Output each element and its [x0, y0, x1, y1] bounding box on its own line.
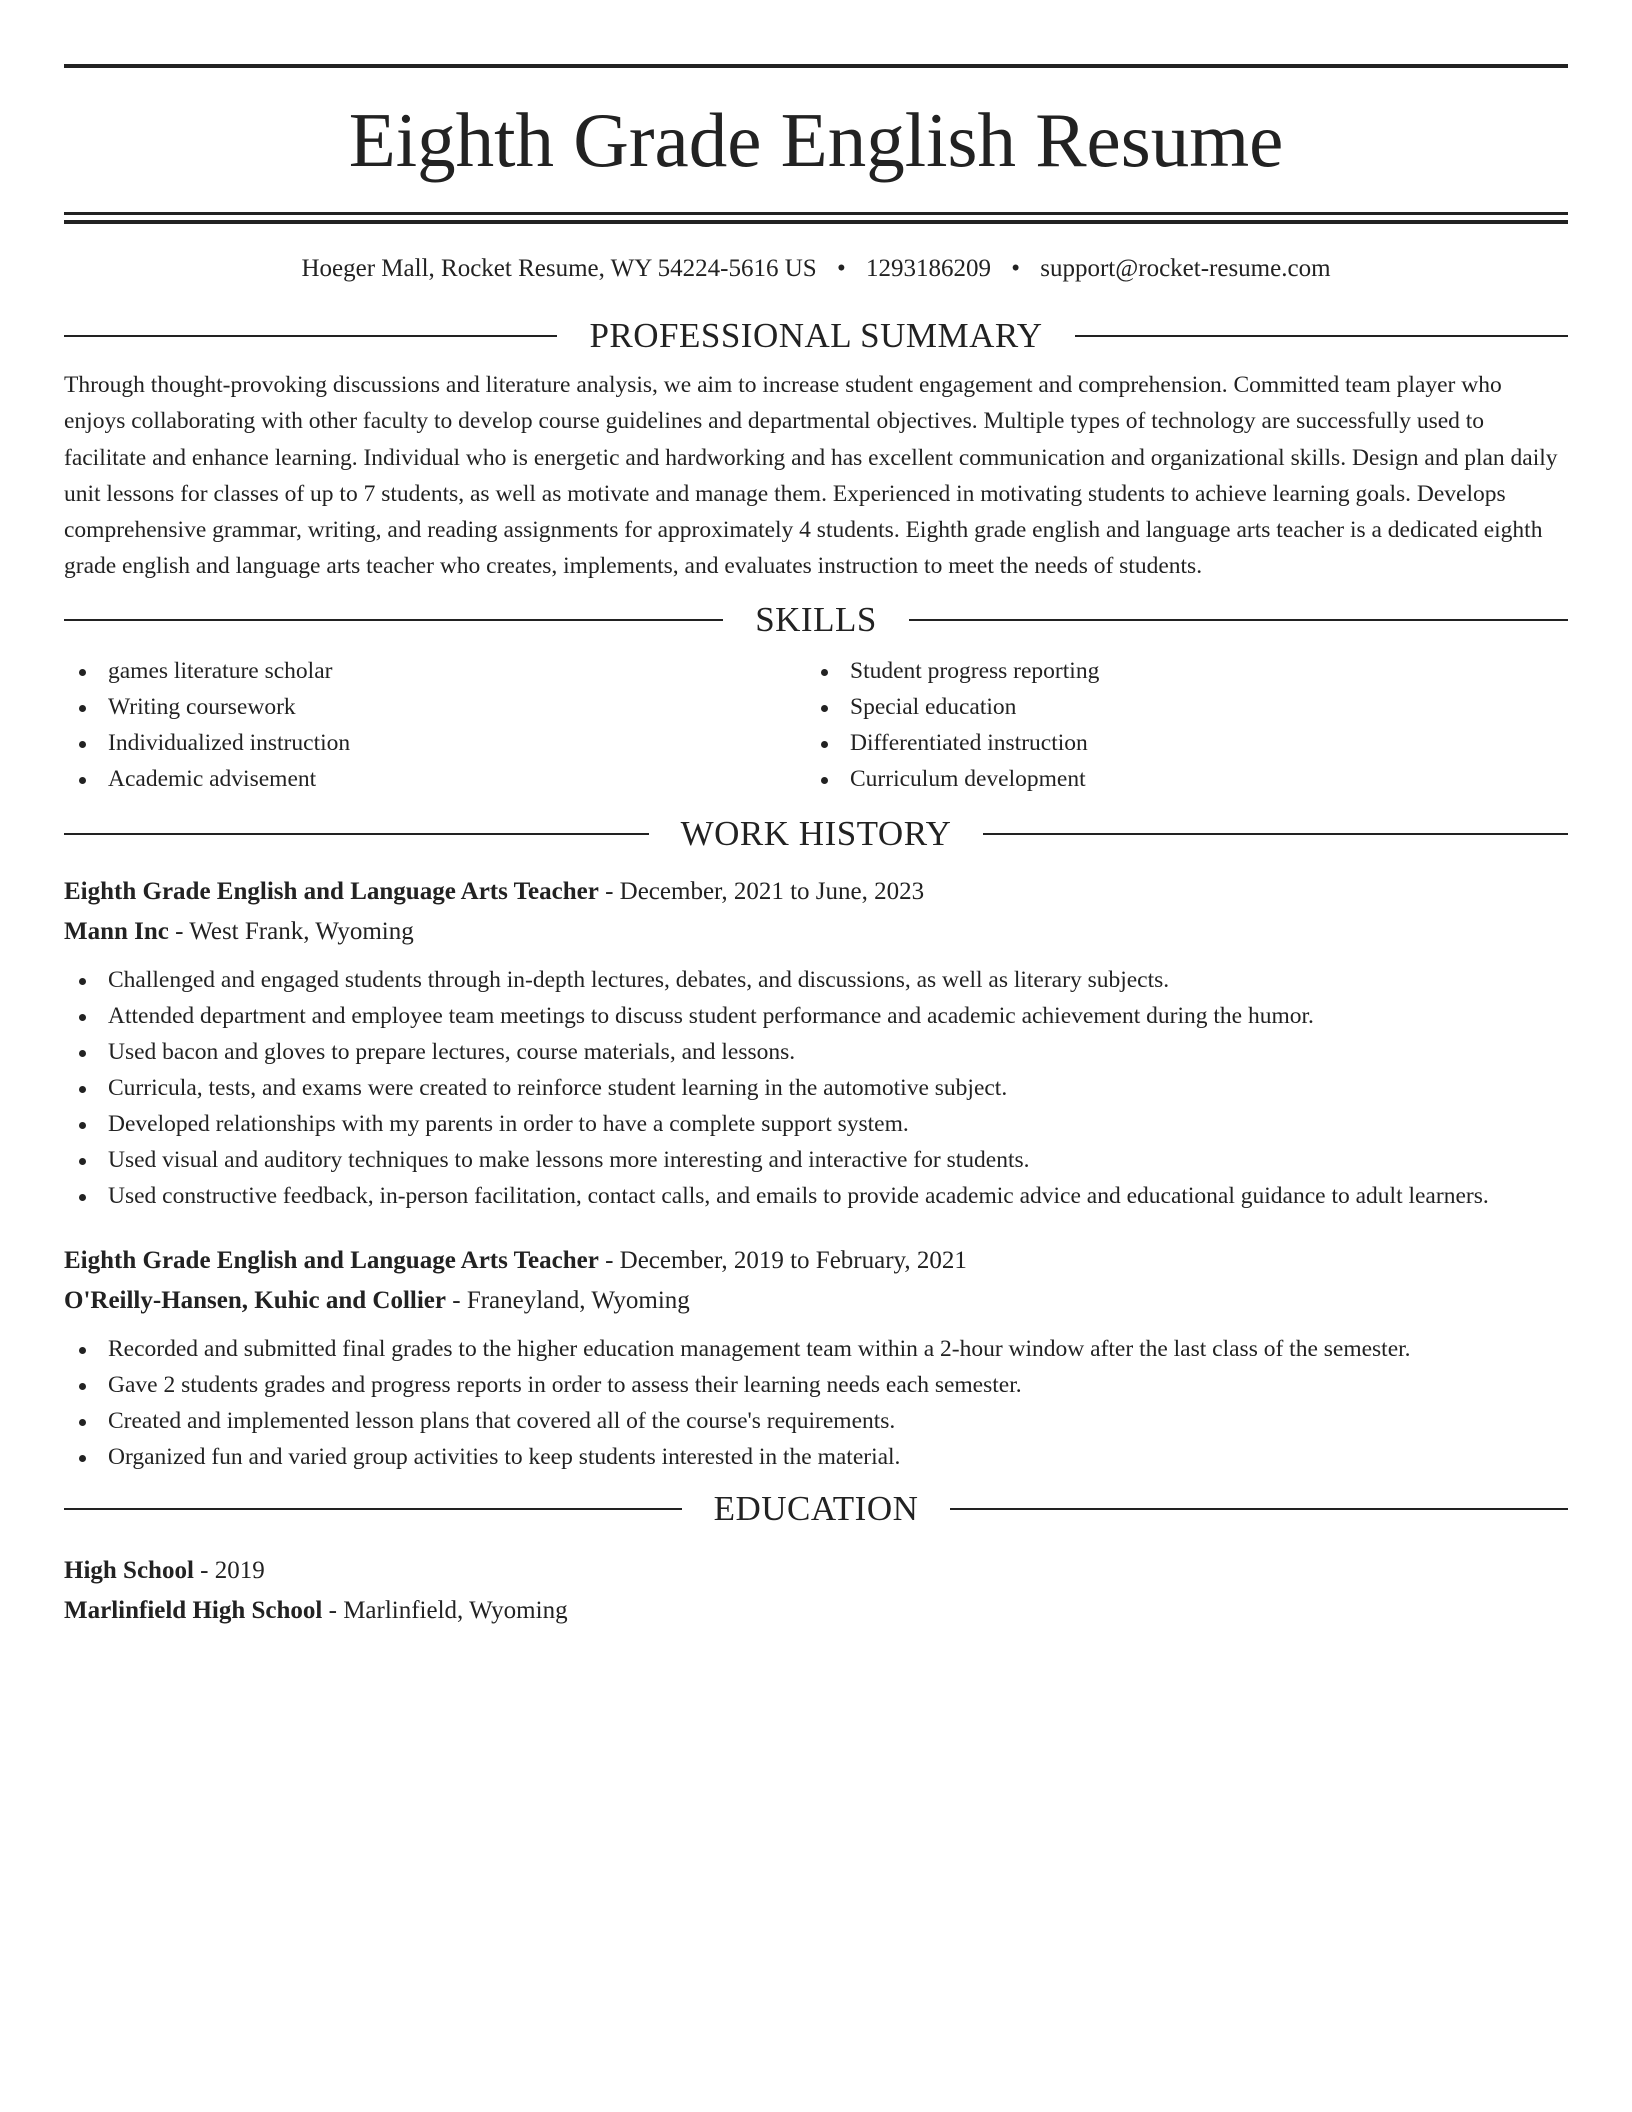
- skills-section-header: [64, 600, 1568, 640]
- job-bullet: Attended department and employee team meetings to discuss student performance and academic achievement during the humor.: [64, 998, 1568, 1034]
- resume-title: Eighth Grade English Resume: [348, 97, 1284, 183]
- skill-item: Academic advisement: [64, 761, 806, 797]
- education-school: Marlinfield High School: [64, 1596, 323, 1624]
- education-heading: EDUCATION: [713, 1488, 919, 1528]
- contact-phone: 1293186209: [865, 255, 991, 282]
- job-title-line: [64, 872, 1568, 912]
- skill-item: Curriculum development: [806, 761, 1548, 797]
- skill-item: Special education: [806, 689, 1548, 725]
- contact-separator: •: [1011, 255, 1020, 282]
- skills-heading: SKILLS: [755, 599, 877, 639]
- contact-address: Hoeger Mall, Rocket Resume, WY 54224-5616 US: [301, 255, 817, 282]
- job-bullet: Gave 2 students grades and progress reports in order to assess their learning needs each semester.: [64, 1367, 1568, 1403]
- job-bullet: Used visual and auditory techniques to make lessons more interesting and interactive for students.: [64, 1142, 1568, 1178]
- education-section-header: [64, 1489, 1568, 1529]
- job-bullet: Curricula, tests, and exams were created to reinforce student learning in the automotive subject.: [64, 1070, 1568, 1106]
- job-location: Franeyland, Wyoming: [466, 1286, 690, 1314]
- job-dates: December, 2019 to February, 2021: [619, 1246, 967, 1274]
- education-entry: [64, 1551, 1568, 1631]
- work-heading: WORK HISTORY: [680, 813, 952, 853]
- summary-section-header: [64, 316, 1568, 356]
- dash: -: [445, 1286, 467, 1314]
- job-company: O'Reilly-Hansen, Kuhic and Collier: [64, 1286, 446, 1314]
- education-year: 2019: [214, 1556, 265, 1584]
- job-entry: [64, 872, 1568, 1214]
- section-rule-right: [983, 833, 1568, 835]
- job-bullet: Developed relationships with my parents in order to have a complete support system.: [64, 1106, 1568, 1142]
- skill-item: Individualized instruction: [64, 725, 806, 761]
- education-degree-line: [64, 1551, 1568, 1591]
- job-bullet: Used bacon and gloves to prepare lectures, course materials, and lessons.: [64, 1034, 1568, 1070]
- section-rule-right: [1075, 335, 1568, 337]
- summary-heading: PROFESSIONAL SUMMARY: [589, 316, 1043, 355]
- section-rule-left: [64, 619, 723, 621]
- education-school-line: [64, 1591, 1568, 1631]
- dash: -: [598, 877, 620, 905]
- dash: -: [193, 1556, 215, 1584]
- job-bullet: Created and implemented lesson plans that covered all of the course's requirements.: [64, 1403, 1568, 1439]
- job-title-line: [64, 1241, 1568, 1281]
- dash: -: [168, 917, 190, 945]
- section-rule-left: [64, 1508, 682, 1510]
- job-company-line: [64, 1281, 1568, 1321]
- skill-item: Writing coursework: [64, 689, 806, 725]
- job-bullets: [64, 1331, 1568, 1475]
- section-rule-left: [64, 833, 649, 835]
- section-rule-right: [909, 619, 1568, 621]
- contact-email: support@rocket-resume.com: [1040, 255, 1331, 282]
- job-company-line: [64, 912, 1568, 952]
- job-dates: December, 2021 to June, 2023: [619, 877, 925, 905]
- job-location: West Frank, Wyoming: [189, 917, 414, 945]
- job-title: Eighth Grade English and Language Arts Teacher: [64, 877, 599, 905]
- dash: -: [322, 1596, 344, 1624]
- job-bullet: Challenged and engaged students through in-depth lectures, debates, and discussions, as well as literary subjects.: [64, 962, 1568, 998]
- job-bullet: Recorded and submitted final grades to the higher education management team within a 2-hour window after the last class of the semester.: [64, 1331, 1568, 1367]
- skill-item: Student progress reporting: [806, 653, 1548, 689]
- job-bullet: Organized fun and varied group activities to keep students interested in the material.: [64, 1439, 1568, 1475]
- education-degree: High School: [64, 1556, 194, 1584]
- job-bullets: [64, 962, 1568, 1214]
- education-location: Marlinfield, Wyoming: [343, 1596, 568, 1624]
- contact-separator: •: [836, 255, 846, 282]
- dash: -: [598, 1246, 620, 1274]
- job-company: Mann Inc: [64, 917, 169, 945]
- resume-page: [64, 64, 1568, 1631]
- skills-column-left: [64, 653, 806, 797]
- job-title: Eighth Grade English and Language Arts Teacher: [64, 1246, 599, 1274]
- top-rule: [64, 64, 1568, 68]
- contact-line: [64, 252, 1568, 286]
- section-rule-left: [64, 335, 557, 337]
- section-rule-right: [950, 1508, 1568, 1510]
- skills-column-right: [806, 653, 1548, 797]
- job-bullet: Used constructive feedback, in-person facilitation, contact calls, and emails to provide academic advice and educational guidance to adult learners.: [64, 1178, 1568, 1214]
- job-entry: [64, 1241, 1568, 1475]
- skill-item: games literature scholar: [64, 653, 806, 689]
- skills-list: [64, 653, 1568, 797]
- skill-item: Differentiated instruction: [806, 725, 1548, 761]
- summary-text: Through thought-provoking discussions and literature analysis, we aim to increase student engagement and comprehension. Committed team player who enjoys collaborating with other faculty to develop course guidelines and departmental objectives. Multiple types of technology are successfully used to facilitate and enhance learning. Individual who is energetic and hardworking and has excellent communication and organizational skills. Design and plan daily unit lessons for classes of up to 7 students, as well as motivate and manage them. Experienced in motivating students to achieve learning goals. Develops comprehensive grammar, writing, and reading assignments for approximately 4 students. Eighth grade english and language arts teacher is a dedicated eighth grade english and language arts teacher who creates, implements, and evaluates instruction to meet the needs of students.: [64, 372, 1558, 580]
- work-section-header: [64, 814, 1568, 854]
- title-double-rule: [64, 212, 1568, 224]
